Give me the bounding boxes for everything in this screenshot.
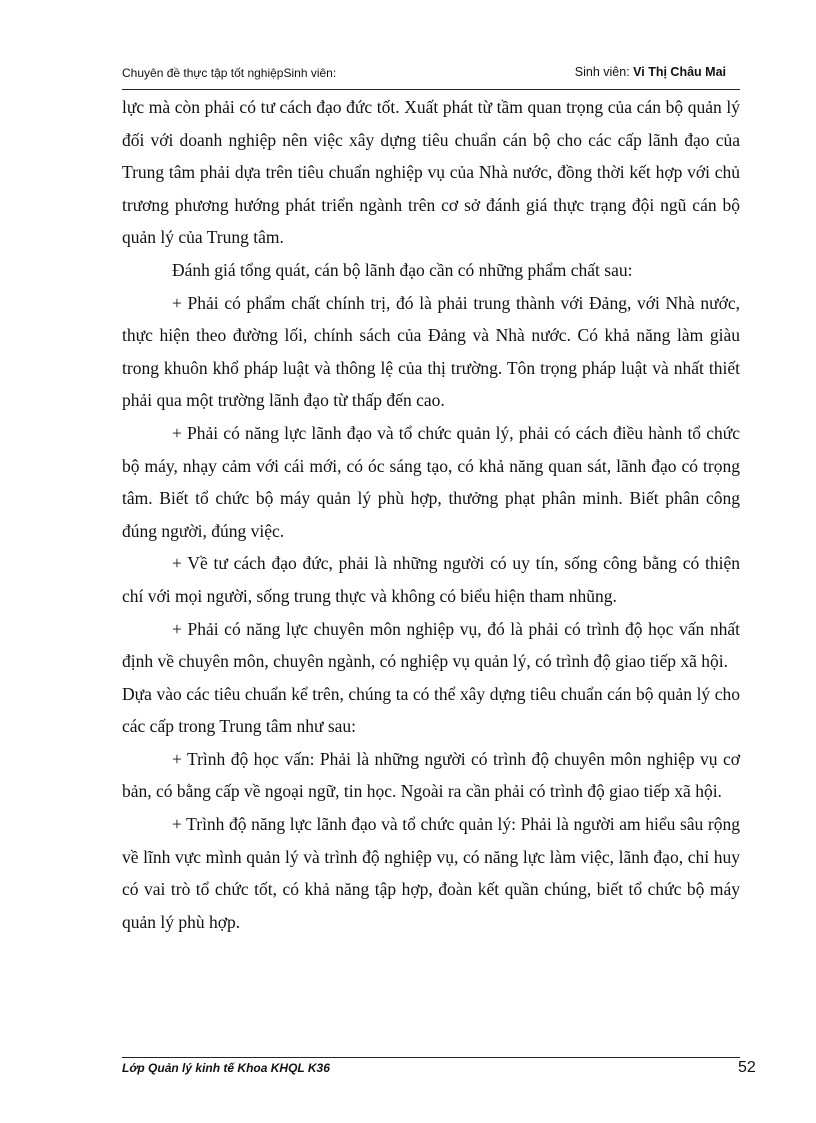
header-student-label: Sinh viên: [574,65,630,79]
body-paragraph: lực mà còn phải có tư cách đạo đức tốt. Xuất phát từ tầm quan trọng của cán bộ quản lý đối với doanh nghiệp nên việc xây dựng tiêu chuẩn cán bộ cho các cấp lãnh đạo của Trung tâm phải dựa trên tiêu chuẩn nghiệp vụ của Nhà nước, đồng thời kết hợp với chủ trương phương hướng phát triển ngành trên cơ sở đánh giá thực trạng đội ngũ cán bộ quản lý của Trung tâm. [122,97,740,248]
criteria-item: + Phải có năng lực chuyên môn nghiệp vụ, đó là phải có trình độ học vấn nhất định về chuyên môn, chuyên ngành, có nghiệp vụ quản lý, có trình độ giao tiếp xã hội. [122,618,740,672]
body-paragraph: Đánh giá tổng quát, cán bộ lãnh đạo cần có những phẩm chất sau: [172,259,633,280]
header-divider [122,89,740,90]
criteria-item: + Về tư cách đạo đức, phải là những người có uy tín, sống công bằng có thiện chí với mọi người, sống trung thực và không có biểu hiện tham nhũng. [122,553,740,606]
footer-divider [122,1057,740,1058]
header-document-title: Chuyên đề thực tập tốt nghiệpSinh viên: [122,66,337,80]
standard-item: + Trình độ học vấn: Phải là những người có trình độ chuyên môn nghiệp vụ cơ bản, có bằng cấp về ngoại ngữ, tin học. Ngoài ra cần phải có trình độ giao tiếp xã hội. [122,748,740,802]
page-body [122,91,740,938]
header-student-name: Vi Thị Châu Mai [633,65,726,79]
page-number: 52 [738,1059,756,1076]
page-header [122,60,740,84]
footer-class-info: Lớp Quản lý kinh tế Khoa KHQL K36 [122,1061,330,1075]
criteria-item: + Phải có năng lực lãnh đạo và tổ chức quản lý, phải có cách điều hành tổ chức bộ máy, nhạy cảm với cái mới, có óc sáng tạo, có khả năng quan sát, lãnh đạo có trọng tâm. Biết tổ chức bộ máy quản lý phù hợp, thưởng phạt phân minh. Biết phân công đúng người, đúng việc. [122,422,740,541]
standard-item: + Trình độ năng lực lãnh đạo và tổ chức quản lý: Phải là người am hiểu sâu rộng về lĩnh vực mình quản lý và trình độ nghiệp vụ, có năng lực làm việc, lãnh đạo, chỉ huy có vai trò tổ chức tốt, có khả năng tập hợp, đoàn kết quần chúng, biết tổ chức bộ máy quản lý phù hợp. [122,814,740,932]
criteria-item: + Phải có phẩm chất chính trị, đó là phải trung thành với Đảng, với Nhà nước, thực hiện theo đường lối, chính sách của Đảng và Nhà nước. Có khả năng làm giàu trong khuôn khổ pháp luật và thông lệ của thị trường. Tôn trọng pháp luật và nhất thiết phải qua một trường lãnh đạo từ thấp đến cao. [122,292,740,411]
body-paragraph: Dựa vào các tiêu chuẩn kể trên, chúng ta có thể xây dựng tiêu chuẩn cán bộ quản lý cho các cấp trong Trung tâm như sau: [122,683,740,737]
header-student [575,65,726,79]
